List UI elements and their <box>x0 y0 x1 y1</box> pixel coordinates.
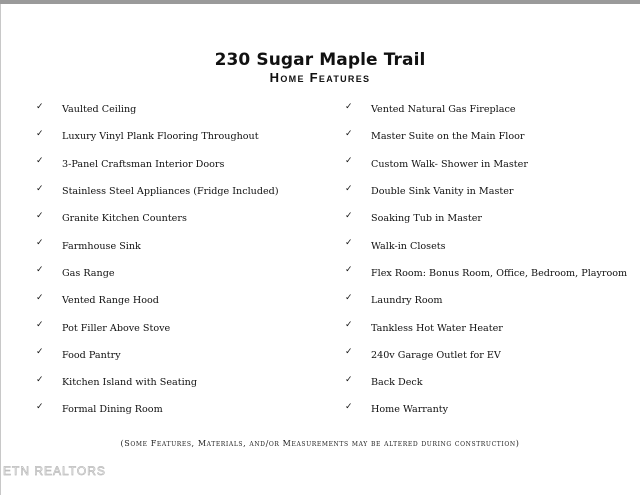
feature-label: Back Deck <box>371 377 423 389</box>
feature-label: Farmhouse Sink <box>62 240 141 252</box>
feature-label: Laundry Room <box>371 295 443 307</box>
list-item <box>345 369 627 396</box>
feature-label: Vented Range Hood <box>62 295 159 307</box>
list-item <box>345 96 627 123</box>
list-item <box>345 342 627 369</box>
feature-label: Vented Natural Gas Fireplace <box>371 104 516 116</box>
feature-label: Home Warranty <box>371 404 449 416</box>
feature-label: Stainless Steel Appliances (Fridge Included) <box>62 186 279 198</box>
checkmark-icon: ✓ <box>345 101 353 112</box>
checkmark-icon: ✓ <box>36 210 44 221</box>
feature-label: Tankless Hot Water Heater <box>371 322 503 334</box>
feature-label: Pot Filler Above Stove <box>62 322 171 334</box>
feature-label: Formal Dining Room <box>62 404 163 416</box>
list-item <box>36 260 279 287</box>
checkmark-icon: ✓ <box>36 347 44 358</box>
features-list-right <box>345 96 627 424</box>
list-item <box>36 369 279 396</box>
checkmark-icon: ✓ <box>345 210 353 221</box>
list-item <box>36 396 279 423</box>
checkmark-icon: ✓ <box>36 292 44 303</box>
feature-label: Kitchen Island with Seating <box>62 377 197 389</box>
list-item <box>36 205 279 232</box>
checkmark-icon: ✓ <box>345 320 353 331</box>
watermark-logo: ETN REALTORS <box>3 464 106 478</box>
list-item <box>36 96 279 123</box>
list-item <box>345 123 627 150</box>
checkmark-icon: ✓ <box>36 265 44 276</box>
checkmark-icon: ✓ <box>36 183 44 194</box>
construction-disclaimer: (Some Features, Materials, and/or Measurements may be altered during construction) <box>120 439 520 448</box>
feature-label: Luxury Vinyl Plank Flooring Throughout <box>62 131 259 143</box>
checkmark-icon: ✓ <box>345 238 353 249</box>
checkmark-icon: ✓ <box>345 183 353 194</box>
checkmark-icon: ✓ <box>36 374 44 385</box>
checkmark-icon: ✓ <box>345 401 353 412</box>
checkmark-icon: ✓ <box>345 292 353 303</box>
checkmark-icon: ✓ <box>36 320 44 331</box>
list-item <box>36 342 279 369</box>
page-title: 230 Sugar Maple Trail <box>214 50 426 70</box>
list-item <box>36 314 279 341</box>
feature-label: Gas Range <box>62 267 115 279</box>
checkmark-icon: ✓ <box>36 101 44 112</box>
list-item <box>345 396 627 423</box>
checkmark-icon: ✓ <box>345 156 353 167</box>
checkmark-icon: ✓ <box>36 156 44 167</box>
feature-label: Master Suite on the Main Floor <box>371 131 525 143</box>
feature-label: Custom Walk- Shower in Master <box>371 158 528 170</box>
feature-label: Walk-in Closets <box>371 240 446 252</box>
feature-label: Granite Kitchen Counters <box>62 213 187 225</box>
list-item <box>36 178 279 205</box>
checkmark-icon: ✓ <box>36 401 44 412</box>
list-item <box>345 232 627 259</box>
list-item <box>345 151 627 178</box>
feature-label: Double Sink Vanity in Master <box>371 186 514 198</box>
top-border <box>0 0 640 4</box>
list-item <box>345 314 627 341</box>
checkmark-icon: ✓ <box>345 347 353 358</box>
feature-label: Flex Room: Bonus Room, Office, Bedroom, Playroom <box>371 267 628 279</box>
feature-label: Vaulted Ceiling <box>62 104 137 116</box>
feature-label: Soaking Tub in Master <box>371 213 482 225</box>
checkmark-icon: ✓ <box>345 265 353 276</box>
feature-label: 240v Garage Outlet for EV <box>371 349 501 361</box>
list-item <box>36 123 279 150</box>
checkmark-icon: ✓ <box>345 128 353 139</box>
list-item <box>345 178 627 205</box>
page-subtitle: Home Features <box>269 70 371 85</box>
feature-label: Food Pantry <box>62 349 121 361</box>
checkmark-icon: ✓ <box>345 374 353 385</box>
list-item <box>36 232 279 259</box>
features-list-left <box>36 96 279 424</box>
list-item <box>345 205 627 232</box>
checkmark-icon: ✓ <box>36 128 44 139</box>
checkmark-icon: ✓ <box>36 238 44 249</box>
feature-label: 3-Panel Craftsman Interior Doors <box>62 158 225 170</box>
list-item <box>345 260 627 287</box>
list-item <box>36 151 279 178</box>
list-item <box>36 287 279 314</box>
list-item <box>345 287 627 314</box>
